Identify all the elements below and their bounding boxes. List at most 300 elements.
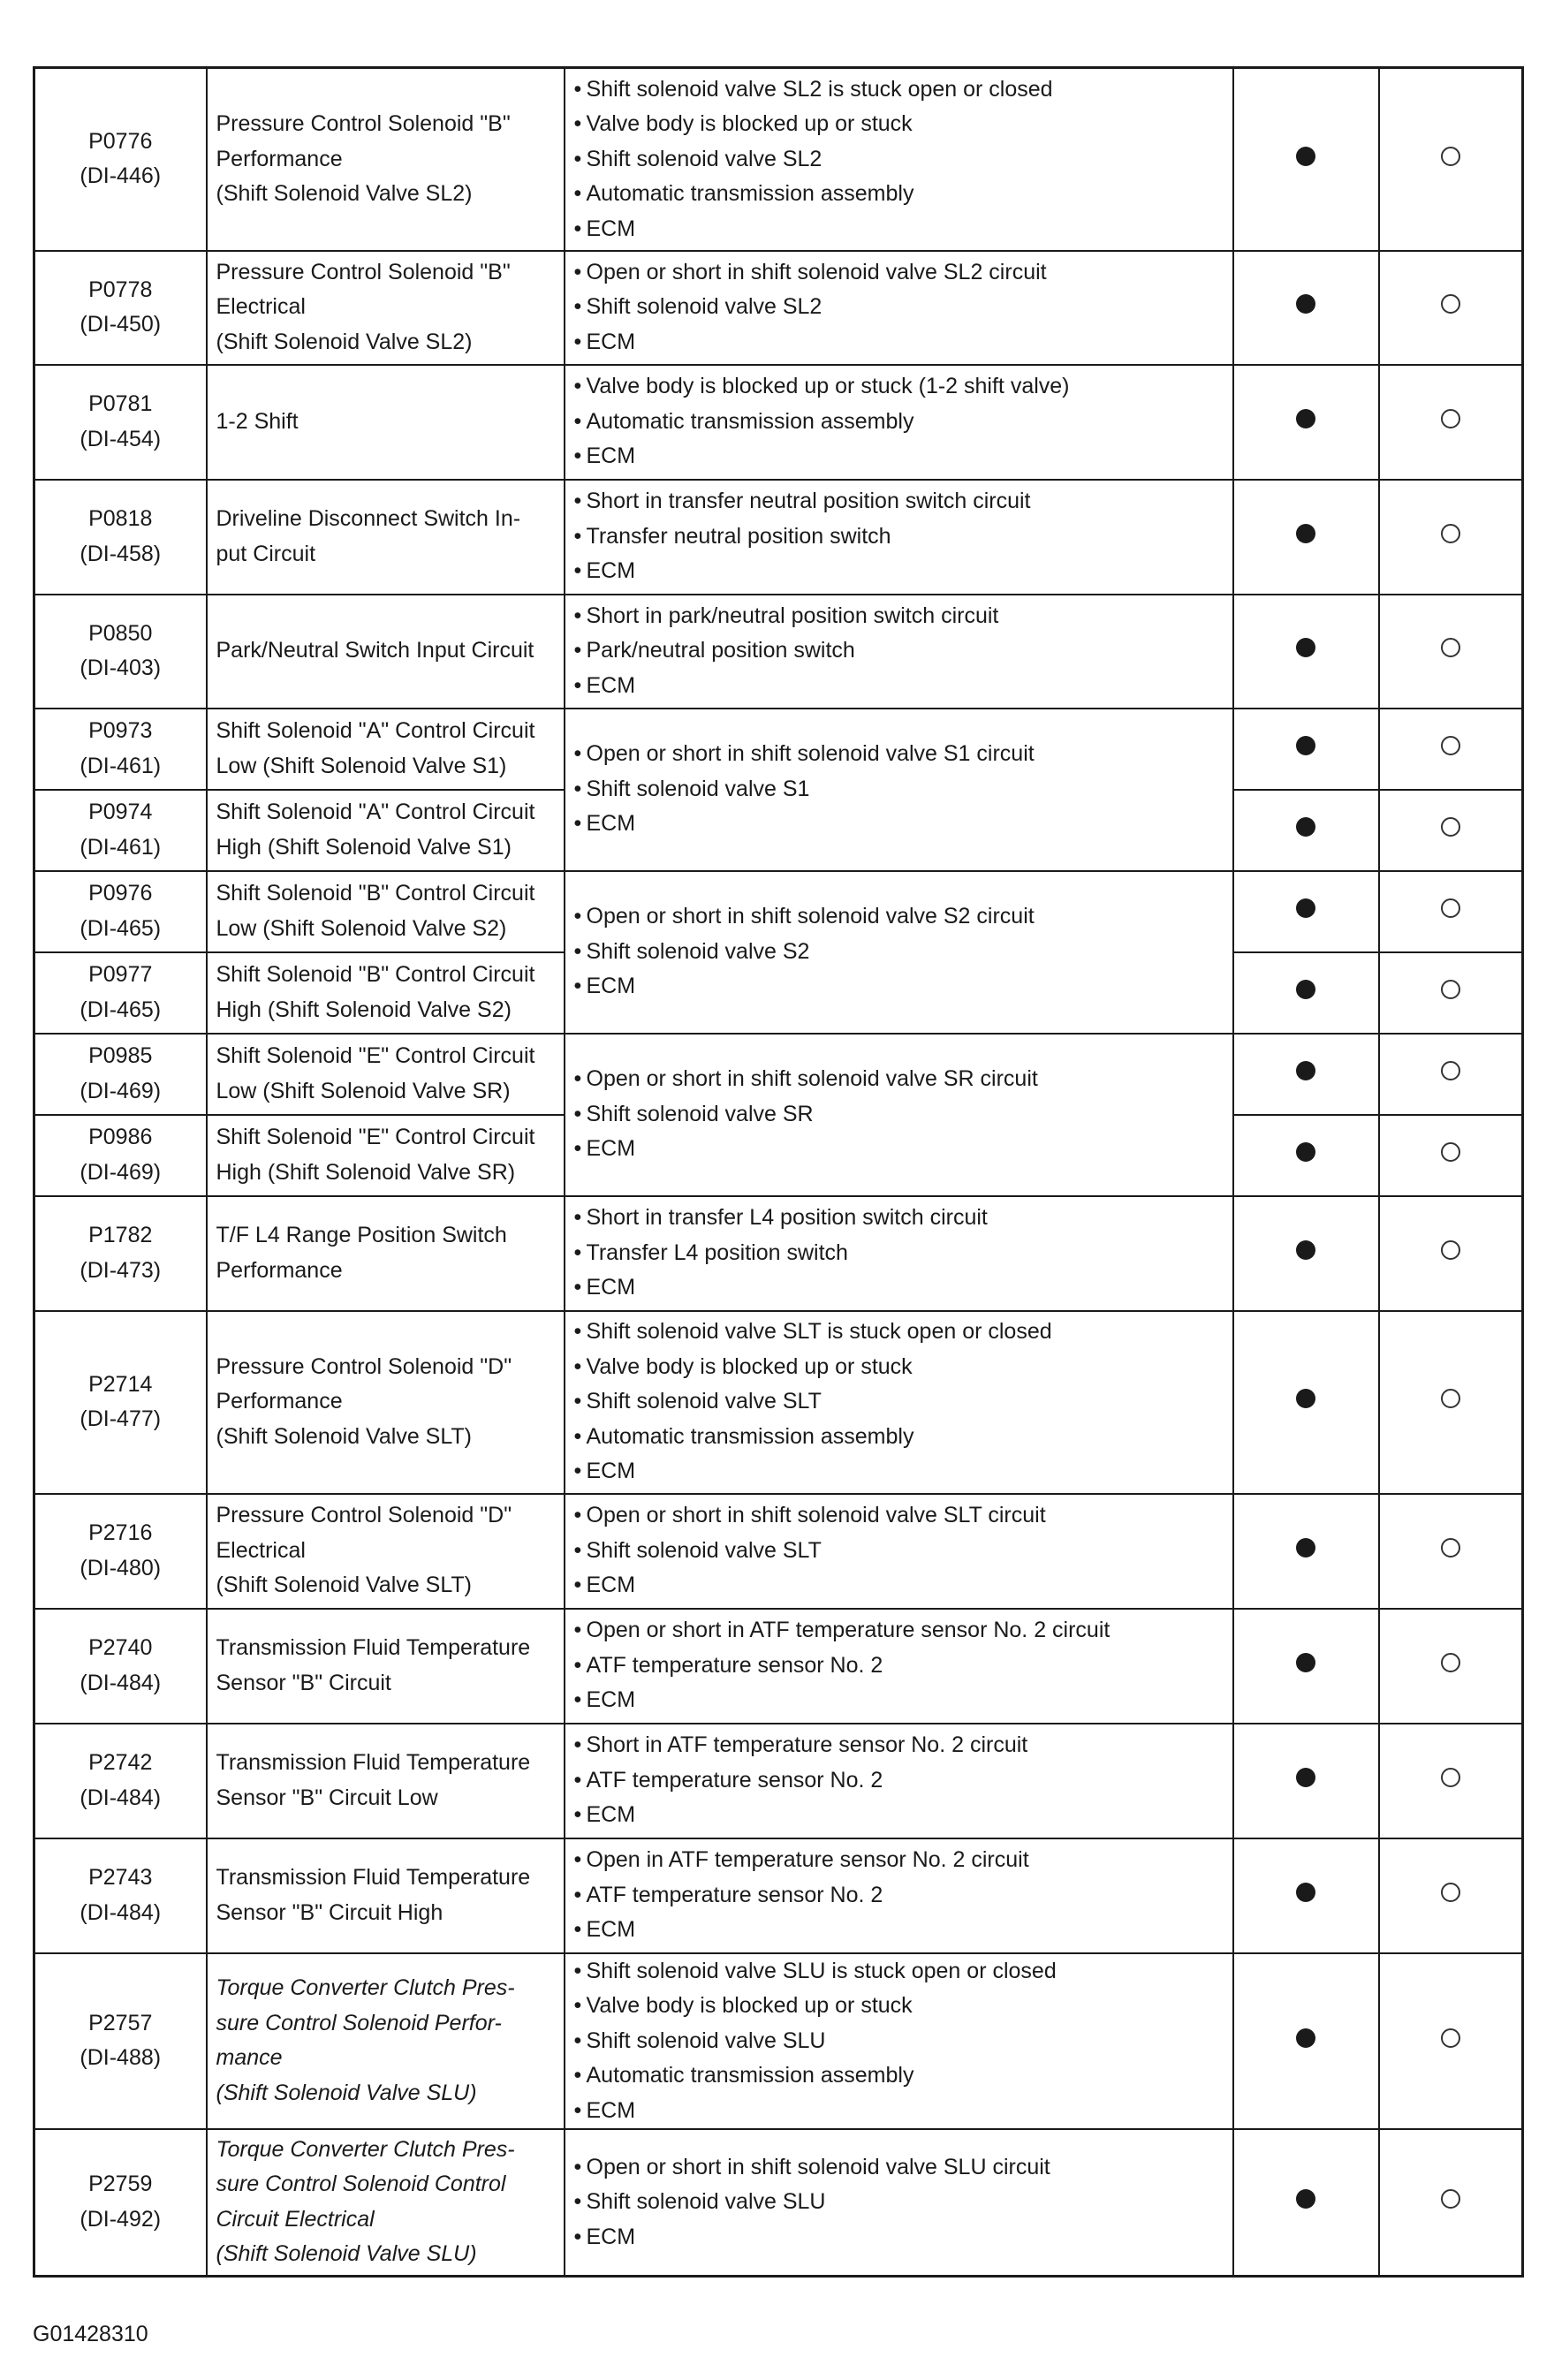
detection-item-cell xyxy=(207,68,565,251)
trouble-area-item: • Open or short in shift solenoid valve S2 circuit xyxy=(574,899,1227,935)
trouble-area-cell xyxy=(565,68,1233,251)
detection-item-line: Driveline Disconnect Switch In- xyxy=(216,506,521,531)
mil-cell xyxy=(1233,595,1379,709)
detection-item-cell xyxy=(207,1311,565,1494)
dtc-code: P0850 xyxy=(88,620,153,646)
table-row xyxy=(34,1311,1523,1494)
trouble-area-item: • Automatic transmission assembly xyxy=(574,1420,1227,1455)
detection-item-line: Transmission Fluid Temperature xyxy=(216,1865,531,1890)
detection-item-cell xyxy=(207,1609,565,1724)
memory-cell xyxy=(1379,1953,1523,2130)
detection-item-line: Electrical xyxy=(216,1537,306,1563)
trouble-area-list xyxy=(574,1843,1227,1948)
table-row xyxy=(34,871,1523,952)
memory-cell xyxy=(1379,1609,1523,1724)
trouble-area-item: • ECM xyxy=(574,212,1227,247)
mil-cell xyxy=(1233,251,1379,365)
detection-item-cell xyxy=(207,595,565,709)
detection-item-line: Sensor "B" Circuit Low xyxy=(216,1785,438,1810)
open-circle-icon xyxy=(1441,1240,1460,1260)
detection-item-line: put Circuit xyxy=(216,541,316,566)
detection-item-cell xyxy=(207,2129,565,2276)
detection-item-line: Performance xyxy=(216,1389,343,1414)
open-circle-icon xyxy=(1441,2028,1460,2048)
detection-item-line: Performance xyxy=(216,146,343,171)
table-row xyxy=(34,68,1523,251)
dtc-code: P0985 xyxy=(88,1043,153,1068)
dtc-code-cell xyxy=(34,251,207,365)
filled-circle-icon xyxy=(1296,409,1315,428)
detection-item-cell xyxy=(207,365,565,480)
trouble-area-item: • ECM xyxy=(574,554,1227,589)
dtc-code: P0781 xyxy=(88,391,153,416)
trouble-area-item: • ECM xyxy=(574,439,1227,474)
detection-item-line: (Shift Solenoid Valve SLU) xyxy=(216,2241,477,2267)
trouble-area-item: • Open or short in shift solenoid valve SL2 circuit xyxy=(574,255,1227,291)
dtc-code: P0977 xyxy=(88,962,153,987)
trouble-area-item: • ECM xyxy=(574,325,1227,360)
dtc-code: P0778 xyxy=(88,277,153,302)
table-row xyxy=(34,365,1523,480)
detection-item-line: Shift Solenoid "A" Control Circuit xyxy=(216,718,535,743)
memory-cell xyxy=(1379,1494,1523,1609)
dtc-page-ref: (DI-484) xyxy=(80,1670,162,1695)
table-row xyxy=(34,1494,1523,1609)
trouble-area-cell xyxy=(565,480,1233,595)
trouble-area-cell xyxy=(565,1034,1233,1196)
trouble-area-item: • ECM xyxy=(574,2220,1227,2255)
trouble-area-cell xyxy=(565,1609,1233,1724)
trouble-area-item: • Short in park/neutral position switch circuit xyxy=(574,599,1227,634)
mil-cell xyxy=(1233,1034,1379,1115)
memory-cell xyxy=(1379,709,1523,790)
trouble-area-item: • Valve body is blocked up or stuck xyxy=(574,1989,1227,2024)
filled-circle-icon xyxy=(1296,147,1315,166)
trouble-area-cell xyxy=(565,709,1233,871)
trouble-area-item: • Shift solenoid valve SLT xyxy=(574,1534,1227,1569)
detection-item-line: Pressure Control Solenoid "D" xyxy=(216,1503,512,1528)
detection-item-cell xyxy=(207,1494,565,1609)
dtc-code: P2740 xyxy=(88,1635,153,1660)
mil-cell xyxy=(1233,1838,1379,1953)
detection-item-line: Circuit Electrical xyxy=(216,2206,375,2232)
dtc-code-cell xyxy=(34,709,207,790)
detection-item-line: T/F L4 Range Position Switch xyxy=(216,1223,507,1247)
detection-item-cell xyxy=(207,1953,565,2130)
detection-item-line: High (Shift Solenoid Valve S1) xyxy=(216,834,512,860)
dtc-page-ref: (DI-484) xyxy=(80,1785,162,1810)
open-circle-icon xyxy=(1441,1538,1460,1558)
dtc-page-ref: (DI-469) xyxy=(80,1159,162,1185)
dtc-code: P1782 xyxy=(88,1223,153,1247)
dtc-code-cell xyxy=(34,1953,207,2130)
detection-item-cell xyxy=(207,871,565,952)
memory-cell xyxy=(1379,1838,1523,1953)
open-circle-icon xyxy=(1441,294,1460,314)
dtc-code: P2759 xyxy=(88,2172,153,2197)
dtc-code-cell xyxy=(34,1115,207,1196)
trouble-area-item: • ECM xyxy=(574,1913,1227,1948)
trouble-area-cell xyxy=(565,595,1233,709)
mil-cell xyxy=(1233,2129,1379,2276)
table-row xyxy=(34,1724,1523,1838)
detection-item-line: Electrical xyxy=(216,294,306,320)
dtc-page-ref: (DI-473) xyxy=(80,1257,162,1283)
trouble-area-item: • ECM xyxy=(574,807,1227,842)
trouble-area-item: • ATF temperature sensor No. 2 xyxy=(574,1763,1227,1799)
dtc-code: P0973 xyxy=(88,718,153,743)
dtc-code-cell xyxy=(34,790,207,871)
memory-cell xyxy=(1379,68,1523,251)
filled-circle-icon xyxy=(1296,294,1315,314)
detection-item-line: Transmission Fluid Temperature xyxy=(216,1750,531,1775)
dtc-table xyxy=(33,66,1524,2278)
open-circle-icon xyxy=(1441,817,1460,837)
trouble-area-list xyxy=(574,1498,1227,1603)
trouble-area-list xyxy=(574,1954,1227,2129)
memory-cell xyxy=(1379,1196,1523,1311)
detection-item-cell xyxy=(207,1034,565,1115)
filled-circle-icon xyxy=(1296,1653,1315,1672)
filled-circle-icon xyxy=(1296,1061,1315,1080)
dtc-page-ref: (DI-484) xyxy=(80,1899,162,1925)
trouble-area-item: • ECM xyxy=(574,669,1227,704)
filled-circle-icon xyxy=(1296,2189,1315,2209)
memory-cell xyxy=(1379,1115,1523,1196)
detection-item-cell xyxy=(207,1724,565,1838)
trouble-area-list xyxy=(574,1613,1227,1718)
dtc-code: P2743 xyxy=(88,1865,153,1890)
detection-item-line: Low (Shift Solenoid Valve S2) xyxy=(216,915,507,941)
detection-item-line: High (Shift Solenoid Valve SR) xyxy=(216,1159,516,1185)
mil-cell xyxy=(1233,480,1379,595)
dtc-code-cell xyxy=(34,1196,207,1311)
trouble-area-item: • Shift solenoid valve S2 xyxy=(574,935,1227,970)
trouble-area-cell xyxy=(565,1196,1233,1311)
mil-cell xyxy=(1233,871,1379,952)
trouble-area-list xyxy=(574,1315,1227,1489)
filled-circle-icon xyxy=(1296,1240,1315,1260)
trouble-area-cell xyxy=(565,1311,1233,1494)
dtc-page-ref: (DI-450) xyxy=(80,312,162,337)
memory-cell xyxy=(1379,480,1523,595)
open-circle-icon xyxy=(1441,1061,1460,1080)
dtc-code: P0976 xyxy=(88,881,153,906)
dtc-page-ref: (DI-469) xyxy=(80,1078,162,1103)
detection-item-line: Park/Neutral Switch Input Circuit xyxy=(216,638,534,663)
trouble-area-list xyxy=(574,2150,1227,2255)
table-row xyxy=(34,1034,1523,1115)
detection-item-line: Torque Converter Clutch Pres- xyxy=(216,2136,515,2162)
detection-item-cell xyxy=(207,251,565,365)
trouble-area-item: • Valve body is blocked up or stuck xyxy=(574,1350,1227,1385)
dtc-page-ref: (DI-480) xyxy=(80,1555,162,1580)
open-circle-icon xyxy=(1441,1142,1460,1162)
filled-circle-icon xyxy=(1296,638,1315,657)
detection-item-cell xyxy=(207,1115,565,1196)
trouble-area-item: • Open in ATF temperature sensor No. 2 circuit xyxy=(574,1843,1227,1878)
table-row xyxy=(34,1838,1523,1953)
trouble-area-item: • Shift solenoid valve SLT xyxy=(574,1384,1227,1420)
detection-item-cell xyxy=(207,1196,565,1311)
trouble-area-item: • ECM xyxy=(574,1270,1227,1306)
open-circle-icon xyxy=(1441,524,1460,543)
dtc-page-ref: (DI-488) xyxy=(80,2045,162,2071)
open-circle-icon xyxy=(1441,2189,1460,2209)
dtc-code: P0818 xyxy=(88,506,153,531)
detection-item-line: (Shift Solenoid Valve SL2) xyxy=(216,181,473,206)
dtc-code-cell xyxy=(34,480,207,595)
trouble-area-item: • Open or short in shift solenoid valve S1 circuit xyxy=(574,737,1227,772)
figure-id: G01428310 xyxy=(33,2322,148,2346)
dtc-code: P2714 xyxy=(88,1371,153,1397)
dtc-page-ref: (DI-477) xyxy=(80,1406,162,1431)
table-row xyxy=(34,1609,1523,1724)
filled-circle-icon xyxy=(1296,736,1315,755)
open-circle-icon xyxy=(1441,1653,1460,1672)
trouble-area-list xyxy=(574,1062,1227,1167)
filled-circle-icon xyxy=(1296,1142,1315,1162)
open-circle-icon xyxy=(1441,736,1460,755)
detection-item-line: Performance xyxy=(216,1257,343,1283)
trouble-area-item: • Short in transfer L4 position switch circuit xyxy=(574,1201,1227,1236)
mil-cell xyxy=(1233,790,1379,871)
detection-item-line: sure Control Solenoid Control xyxy=(216,2172,506,2197)
dtc-code-cell xyxy=(34,595,207,709)
dtc-page-ref: (DI-461) xyxy=(80,753,162,778)
table-row xyxy=(34,251,1523,365)
mil-cell xyxy=(1233,365,1379,480)
dtc-code-cell xyxy=(34,952,207,1034)
trouble-area-item: • Shift solenoid valve SLU xyxy=(574,2185,1227,2220)
trouble-area-item: • ATF temperature sensor No. 2 xyxy=(574,1878,1227,1914)
filled-circle-icon xyxy=(1296,1768,1315,1787)
mil-cell xyxy=(1233,1494,1379,1609)
trouble-area-item: • Shift solenoid valve SLU xyxy=(574,2024,1227,2059)
detection-item-line: sure Control Solenoid Perfor- xyxy=(216,2010,502,2035)
trouble-area-item: • Shift solenoid valve SR xyxy=(574,1097,1227,1133)
trouble-area-item: • Shift solenoid valve SL2 xyxy=(574,142,1227,178)
trouble-area-item: • Shift solenoid valve SL2 xyxy=(574,290,1227,325)
detection-item-cell xyxy=(207,1838,565,1953)
dtc-code: P2716 xyxy=(88,1520,153,1545)
trouble-area-list xyxy=(574,899,1227,1004)
trouble-area-item: • ECM xyxy=(574,1568,1227,1603)
memory-cell xyxy=(1379,2129,1523,2276)
dtc-code-cell xyxy=(34,1724,207,1838)
table-row xyxy=(34,1953,1523,2130)
trouble-area-item: • Valve body is blocked up or stuck (1-2 shift valve) xyxy=(574,369,1227,405)
trouble-area-cell xyxy=(565,1494,1233,1609)
mil-cell xyxy=(1233,1609,1379,1724)
trouble-area-cell xyxy=(565,2129,1233,2276)
trouble-area-item: • ATF temperature sensor No. 2 xyxy=(574,1649,1227,1684)
mil-cell xyxy=(1233,709,1379,790)
trouble-area-item: • Shift solenoid valve S1 xyxy=(574,772,1227,807)
memory-cell xyxy=(1379,1034,1523,1115)
trouble-area-item: • ECM xyxy=(574,1132,1227,1167)
dtc-code: P0974 xyxy=(88,800,153,824)
trouble-area-item: • Park/neutral position switch xyxy=(574,633,1227,669)
trouble-area-item: • ECM xyxy=(574,2094,1227,2129)
trouble-area-list xyxy=(574,1201,1227,1306)
trouble-area-item: • Open or short in shift solenoid valve SLU circuit xyxy=(574,2150,1227,2186)
trouble-area-list xyxy=(574,484,1227,589)
trouble-area-item: • ECM xyxy=(574,1454,1227,1489)
dtc-code-cell xyxy=(34,2129,207,2276)
dtc-code-cell xyxy=(34,365,207,480)
trouble-area-item: • Transfer neutral position switch xyxy=(574,519,1227,555)
dtc-page-ref: (DI-492) xyxy=(80,2206,162,2232)
filled-circle-icon xyxy=(1296,1389,1315,1408)
trouble-area-cell xyxy=(565,1838,1233,1953)
filled-circle-icon xyxy=(1296,524,1315,543)
detection-item-line: Pressure Control Solenoid "D" xyxy=(216,1353,512,1379)
dtc-page-ref: (DI-465) xyxy=(80,915,162,941)
mil-cell xyxy=(1233,1724,1379,1838)
trouble-area-item: • ECM xyxy=(574,969,1227,1004)
trouble-area-item: • ECM xyxy=(574,1683,1227,1718)
mil-cell xyxy=(1233,1311,1379,1494)
detection-item-line: Pressure Control Solenoid "B" xyxy=(216,111,511,136)
detection-item-line: Shift Solenoid "E" Control Circuit xyxy=(216,1125,535,1149)
trouble-area-item: • Open or short in ATF temperature sensor No. 2 circuit xyxy=(574,1613,1227,1649)
dtc-table-body xyxy=(34,68,1523,2277)
detection-item-line: Shift Solenoid "B" Control Circuit xyxy=(216,962,535,987)
detection-item-line: Sensor "B" Circuit xyxy=(216,1670,391,1695)
dtc-code-cell xyxy=(34,1609,207,1724)
trouble-area-cell xyxy=(565,871,1233,1034)
trouble-area-list xyxy=(574,1728,1227,1833)
dtc-code-cell xyxy=(34,1838,207,1953)
trouble-area-item: • Transfer L4 position switch xyxy=(574,1236,1227,1271)
mil-cell xyxy=(1233,1115,1379,1196)
trouble-area-item: • Shift solenoid valve SLU is stuck open or closed xyxy=(574,1954,1227,1990)
dtc-code-cell xyxy=(34,871,207,952)
detection-item-line: Pressure Control Solenoid "B" xyxy=(216,259,511,284)
trouble-area-item: • Shift solenoid valve SLT is stuck open or closed xyxy=(574,1315,1227,1350)
detection-item-cell xyxy=(207,790,565,871)
detection-item-line: Shift Solenoid "B" Control Circuit xyxy=(216,881,535,906)
filled-circle-icon xyxy=(1296,980,1315,999)
open-circle-icon xyxy=(1441,1389,1460,1408)
detection-item-line: 1-2 Shift xyxy=(216,408,299,434)
filled-circle-icon xyxy=(1296,1538,1315,1558)
table-row xyxy=(34,480,1523,595)
trouble-area-item: • Short in ATF temperature sensor No. 2 circuit xyxy=(574,1728,1227,1763)
detection-item-cell xyxy=(207,709,565,790)
trouble-area-item: • Open or short in shift solenoid valve SLT circuit xyxy=(574,1498,1227,1534)
trouble-area-list xyxy=(574,369,1227,474)
trouble-area-item: • Shift solenoid valve SL2 is stuck open or closed xyxy=(574,72,1227,108)
trouble-area-list xyxy=(574,599,1227,704)
open-circle-icon xyxy=(1441,980,1460,999)
open-circle-icon xyxy=(1441,638,1460,657)
dtc-page-ref: (DI-458) xyxy=(80,541,162,566)
trouble-area-item: • Short in transfer neutral position switch circuit xyxy=(574,484,1227,519)
dtc-page-ref: (DI-454) xyxy=(80,426,162,451)
dtc-code-cell xyxy=(34,1311,207,1494)
mil-cell xyxy=(1233,1953,1379,2130)
open-circle-icon xyxy=(1441,1883,1460,1902)
table-row xyxy=(34,709,1523,790)
memory-cell xyxy=(1379,595,1523,709)
trouble-area-cell xyxy=(565,1953,1233,2130)
dtc-code-cell xyxy=(34,1034,207,1115)
trouble-area-list xyxy=(574,72,1227,247)
trouble-area-item: • ECM xyxy=(574,1798,1227,1833)
dtc-code: P0776 xyxy=(88,128,153,154)
detection-item-line: Low (Shift Solenoid Valve SR) xyxy=(216,1078,511,1103)
detection-item-cell xyxy=(207,480,565,595)
trouble-area-item: • Automatic transmission assembly xyxy=(574,2058,1227,2094)
mil-cell xyxy=(1233,952,1379,1034)
memory-cell xyxy=(1379,1724,1523,1838)
detection-item-line: mance xyxy=(216,2045,283,2071)
memory-cell xyxy=(1379,790,1523,871)
open-circle-icon xyxy=(1441,409,1460,428)
detection-item-line: Shift Solenoid "E" Control Circuit xyxy=(216,1043,535,1068)
dtc-page-ref: (DI-461) xyxy=(80,834,162,860)
open-circle-icon xyxy=(1441,898,1460,918)
table-row xyxy=(34,1196,1523,1311)
trouble-area-item: • Valve body is blocked up or stuck xyxy=(574,107,1227,142)
open-circle-icon xyxy=(1441,1768,1460,1787)
dtc-code-cell xyxy=(34,1494,207,1609)
detection-item-line: High (Shift Solenoid Valve S2) xyxy=(216,997,512,1022)
filled-circle-icon xyxy=(1296,2028,1315,2048)
trouble-area-list xyxy=(574,737,1227,842)
trouble-area-cell xyxy=(565,365,1233,480)
trouble-area-list xyxy=(574,255,1227,360)
open-circle-icon xyxy=(1441,147,1460,166)
detection-item-line: Low (Shift Solenoid Valve S1) xyxy=(216,753,507,778)
memory-cell xyxy=(1379,1311,1523,1494)
filled-circle-icon xyxy=(1296,817,1315,837)
dtc-code-cell xyxy=(34,68,207,251)
dtc-page-ref: (DI-403) xyxy=(80,656,162,680)
detection-item-line: Shift Solenoid "A" Control Circuit xyxy=(216,800,535,824)
memory-cell xyxy=(1379,251,1523,365)
detection-item-line: (Shift Solenoid Valve SL2) xyxy=(216,329,473,354)
detection-item-cell xyxy=(207,952,565,1034)
dtc-page-ref: (DI-446) xyxy=(80,163,162,189)
detection-item-line: Sensor "B" Circuit High xyxy=(216,1899,443,1925)
filled-circle-icon xyxy=(1296,1883,1315,1902)
detection-item-line: (Shift Solenoid Valve SLU) xyxy=(216,2080,477,2105)
detection-item-line: Transmission Fluid Temperature xyxy=(216,1635,531,1660)
dtc-code: P2757 xyxy=(88,2010,153,2035)
memory-cell xyxy=(1379,952,1523,1034)
trouble-area-item: • Open or short in shift solenoid valve SR circuit xyxy=(574,1062,1227,1097)
mil-cell xyxy=(1233,1196,1379,1311)
table-row xyxy=(34,595,1523,709)
memory-cell xyxy=(1379,871,1523,952)
trouble-area-item: • Automatic transmission assembly xyxy=(574,405,1227,440)
detection-item-line: (Shift Solenoid Valve SLT) xyxy=(216,1423,472,1449)
mil-cell xyxy=(1233,68,1379,251)
filled-circle-icon xyxy=(1296,898,1315,918)
trouble-area-cell xyxy=(565,251,1233,365)
memory-cell xyxy=(1379,365,1523,480)
detection-item-line: (Shift Solenoid Valve SLT) xyxy=(216,1573,472,1598)
dtc-page-ref: (DI-465) xyxy=(80,997,162,1022)
trouble-area-cell xyxy=(565,1724,1233,1838)
trouble-area-item: • Automatic transmission assembly xyxy=(574,177,1227,212)
dtc-code: P2742 xyxy=(88,1750,153,1775)
detection-item-line: Torque Converter Clutch Pres- xyxy=(216,1975,515,2001)
table-row xyxy=(34,2129,1523,2276)
